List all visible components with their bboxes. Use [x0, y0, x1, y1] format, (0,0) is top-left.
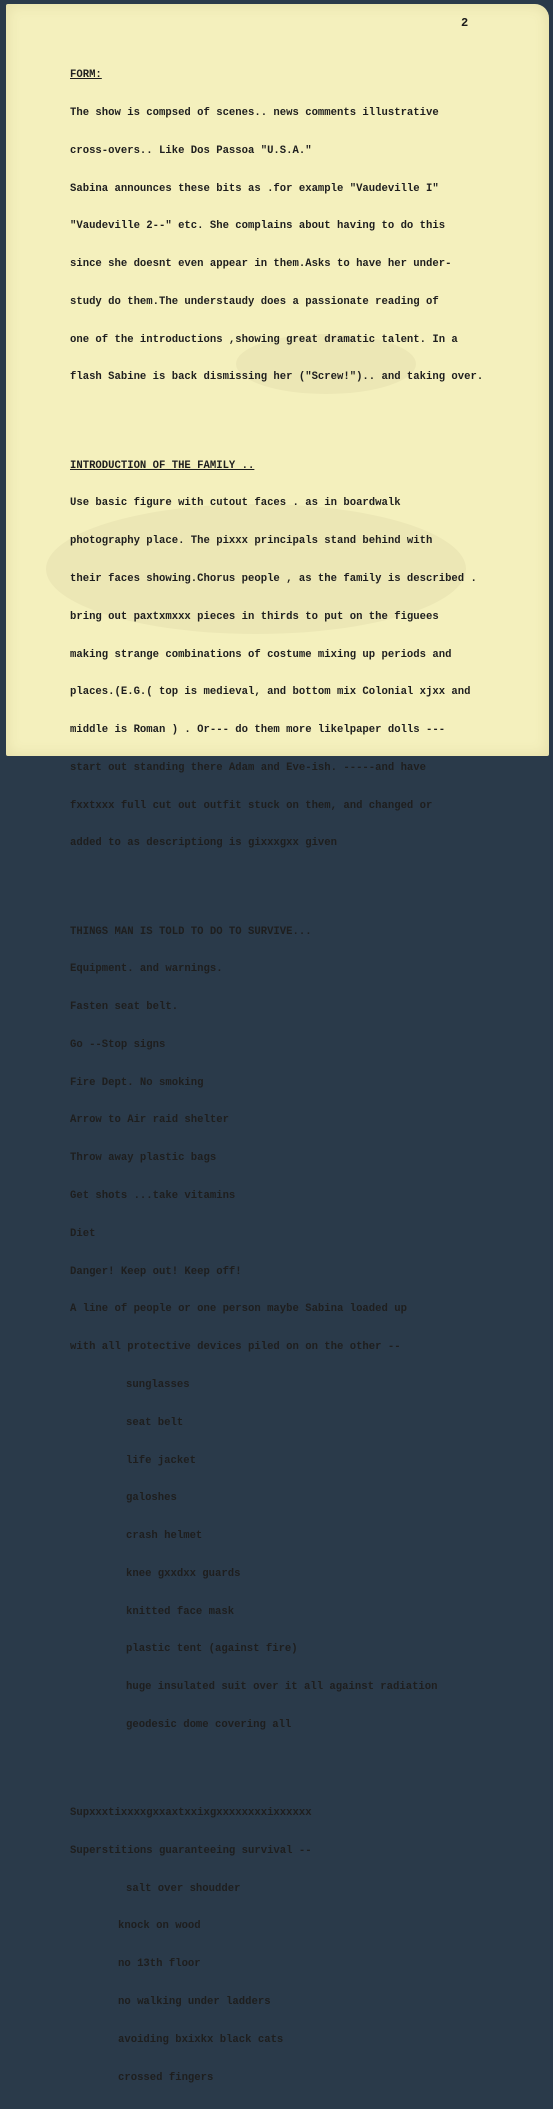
form-line: cross-overs.. Like Dos Passoa "U.S.A." — [70, 144, 312, 157]
paragraph-gap — [70, 875, 483, 888]
device-item: knitted face mask — [126, 1605, 235, 1618]
family-line: places.(E.G.( top is medieval, and bottom mix Colonial xjxx and — [70, 686, 471, 699]
survive-line: A line of people or one person maybe Sabina loaded up — [70, 1303, 407, 1316]
document-page — [6, 4, 549, 2084]
survive-line: Fire Dept. No smoking — [70, 1076, 204, 1089]
survive-line: Diet — [70, 1227, 96, 1240]
family-line: making strange combinations of costume mixing up periods and — [70, 648, 452, 661]
superstition-item: knock on wood — [118, 1920, 201, 1933]
survive-line: Fasten seat belt. — [70, 1001, 179, 1014]
section-heading-form: FORM: — [70, 69, 102, 82]
form-line: one of the introductions ,showing great dramatic talent. In a — [70, 333, 458, 346]
form-line: The show is compsed of scenes.. news comments illustrative — [70, 106, 439, 119]
device-item: crash helmet — [126, 1530, 203, 1543]
device-item: plastic tent (against fire) — [126, 1643, 298, 1656]
superstition-item: no 13th floor — [118, 1958, 201, 1971]
survive-line: Throw away plastic bags — [70, 1152, 217, 1165]
survive-line: Danger! Keep out! Keep off! — [70, 1265, 242, 1278]
device-item: galoshes — [126, 1492, 177, 1505]
section-heading-family: INTRODUCTION OF THE FAMILY .. — [70, 459, 255, 472]
family-line: fxxtxxx full cut out outfit stuck on them, and changed or — [70, 799, 433, 812]
survive-line: Go --Stop signs — [70, 1038, 166, 1051]
superstition-item: salt over shoudder — [126, 1882, 241, 1895]
typed-text-block — [70, 44, 483, 2109]
device-item: sunglasses — [126, 1378, 190, 1391]
survive-line: Equipment. and warnings. — [70, 963, 223, 976]
device-item: knee gxxdxx guards — [126, 1567, 241, 1580]
device-item: huge insulated suit over it all against radiation — [126, 1681, 438, 1694]
family-line: added to as descriptiong is gixxxgxx given — [70, 837, 338, 850]
form-line: Sabina announces these bits as .for example "Vaudeville I" — [70, 182, 439, 195]
page-number: 2 — [461, 16, 469, 30]
section-heading-survive: THINGS MAN IS TOLD TO DO TO SURVIVE... — [70, 925, 312, 938]
paragraph-gap — [70, 1757, 483, 1770]
superstition-item: crossed fingers — [118, 2071, 214, 2084]
form-line: flash Sabine is back dismissing her ("Screw!").. and taking over. — [70, 371, 484, 384]
paragraph-gap — [70, 409, 483, 422]
family-line: photography place. The pixxx principals stand behind with — [70, 535, 433, 548]
device-item: geodesic dome covering all — [126, 1718, 292, 1731]
survive-line: Arrow to Air raid shelter — [70, 1114, 229, 1127]
survive-line: with all protective devices piled on on the other -- — [70, 1341, 401, 1354]
family-line: middle is Roman ) . Or--- do them more likelpaper dolls --- — [70, 724, 446, 737]
family-line: bring out paxtxmxxx pieces in thirds to put on the figuees — [70, 610, 439, 623]
device-item: life jacket — [126, 1454, 196, 1467]
family-line: Use basic figure with cutout faces . as in boardwalk — [70, 497, 401, 510]
superstition-item: avoiding bxixkx black cats — [118, 2033, 284, 2046]
superstition-item: no walking under ladders — [118, 1996, 271, 2009]
struck-out-line: Supxxxtixxxxgxxaxtxxixgxxxxxxxxixxxxxx — [70, 1807, 312, 1820]
device-item: seat belt — [126, 1416, 184, 1429]
section-heading-superstitions: Superstitions guaranteeing survival -- — [70, 1844, 312, 1857]
form-line: study do them.The understaudy does a passionate reading of — [70, 295, 439, 308]
survive-line: Get shots ...take vitamins — [70, 1190, 236, 1203]
family-line: start out standing there Adam and Eve-ish. -----and have — [70, 761, 427, 774]
form-line: "Vaudeville 2--" etc. She complains about having to do this — [70, 220, 446, 233]
family-line: their faces showing.Chorus people , as the family is described . — [70, 572, 477, 585]
form-line: since she doesnt even appear in them.Asks to have her under- — [70, 258, 452, 271]
